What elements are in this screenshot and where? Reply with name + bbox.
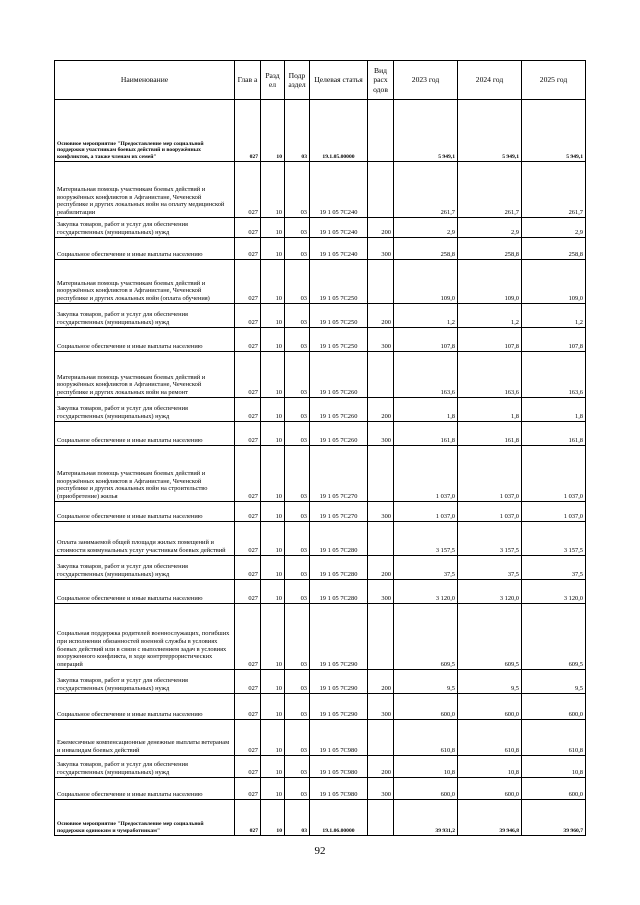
header-glava: Глав а	[235, 61, 261, 100]
cell-2025: 39 960,7	[522, 800, 586, 836]
cell-2023: 5 949,1	[394, 100, 458, 162]
table-row	[55, 756, 586, 778]
cell-2023: 163,6	[394, 352, 458, 398]
table-row	[55, 238, 586, 260]
cell-2025: 610,8	[522, 720, 586, 756]
cell-2023: 3 157,5	[394, 522, 458, 556]
table-row	[55, 778, 586, 800]
cell-target-article: 19 1 05 7С260	[310, 352, 368, 398]
cell-2025: 600,0	[522, 778, 586, 800]
table-row	[55, 502, 586, 522]
cell-podrazdel: 03	[285, 502, 310, 522]
cell-2023: 1 037,0	[394, 446, 458, 502]
cell-glava: 027	[235, 218, 261, 238]
cell-name: Социальное обеспечение и иные выплаты населению	[55, 694, 235, 720]
cell-name: Социальное обеспечение и иные выплаты населению	[55, 238, 235, 260]
table-header-row	[55, 61, 586, 100]
cell-2023: 9,5	[394, 670, 458, 694]
cell-name: Социальное обеспечение и иные выплаты населению	[55, 422, 235, 446]
cell-2025: 5 949,1	[522, 100, 586, 162]
cell-2025: 1 037,0	[522, 502, 586, 522]
cell-2024: 258,8	[458, 238, 522, 260]
cell-2025: 107,8	[522, 328, 586, 352]
cell-glava: 027	[235, 100, 261, 162]
cell-2023: 600,0	[394, 778, 458, 800]
header-podrazdel: Подр аздел	[285, 61, 310, 100]
cell-target-article: 19 1 05 7С240	[310, 218, 368, 238]
cell-2024: 1 037,0	[458, 502, 522, 522]
cell-expense-type	[368, 604, 394, 670]
cell-2023: 161,8	[394, 422, 458, 446]
cell-2024: 600,0	[458, 694, 522, 720]
cell-glava: 027	[235, 720, 261, 756]
cell-glava: 027	[235, 580, 261, 604]
cell-name: Закупка товаров, работ и услуг для обеспечения государственных (муниципальных) нужд	[55, 756, 235, 778]
cell-glava: 027	[235, 556, 261, 580]
cell-2023: 107,8	[394, 328, 458, 352]
cell-razdel: 10	[261, 100, 285, 162]
cell-target-article: 19 1 05 7С250	[310, 304, 368, 328]
cell-podrazdel: 03	[285, 778, 310, 800]
cell-2025: 258,8	[522, 238, 586, 260]
cell-2023: 109,0	[394, 260, 458, 304]
cell-razdel: 10	[261, 670, 285, 694]
cell-target-article: 19.1.06.00000	[310, 800, 368, 836]
table-row	[55, 100, 586, 162]
cell-2023: 10,8	[394, 756, 458, 778]
cell-name: Основное мероприятие "Предоставление мер социальной поддержки участникам боевых действий и вооружённых конфликтов, а также членам их семей"	[55, 100, 235, 162]
cell-2025: 1,8	[522, 398, 586, 422]
cell-2024: 109,0	[458, 260, 522, 304]
table-body	[55, 100, 586, 836]
cell-2023: 258,8	[394, 238, 458, 260]
cell-target-article: 19 1 05 7С240	[310, 238, 368, 260]
cell-2024: 1,8	[458, 398, 522, 422]
cell-expense-type: 300	[368, 502, 394, 522]
cell-podrazdel: 03	[285, 556, 310, 580]
budget-table	[54, 60, 586, 836]
cell-target-article: 19 1 05 7С250	[310, 328, 368, 352]
page-number: 92	[314, 845, 326, 857]
cell-name: Материальная помощь участникам боевых действий и вооружённых конфликтов в Афганистане, Чеченской республике и других локальных войн на оплату медицинской реабилитации	[55, 162, 235, 218]
cell-glava: 027	[235, 352, 261, 398]
cell-name: Закупка товаров, работ и услуг для обеспечения государственных (муниципальных) нужд	[55, 304, 235, 328]
header-2025: 2025 год	[522, 61, 586, 100]
cell-razdel: 10	[261, 218, 285, 238]
cell-2023: 610,8	[394, 720, 458, 756]
cell-2024: 39 946,8	[458, 800, 522, 836]
cell-razdel: 10	[261, 800, 285, 836]
cell-expense-type: 200	[368, 556, 394, 580]
cell-2025: 9,5	[522, 670, 586, 694]
cell-2025: 163,6	[522, 352, 586, 398]
header-2023: 2023 год	[394, 61, 458, 100]
cell-glava: 027	[235, 238, 261, 260]
table-row	[55, 604, 586, 670]
cell-razdel: 10	[261, 522, 285, 556]
table-row	[55, 556, 586, 580]
cell-2025: 1,2	[522, 304, 586, 328]
cell-razdel: 10	[261, 328, 285, 352]
cell-podrazdel: 03	[285, 304, 310, 328]
cell-name: Закупка товаров, работ и услуг для обеспечения государственных (муниципальных) нужд	[55, 670, 235, 694]
cell-podrazdel: 03	[285, 260, 310, 304]
cell-expense-type: 200	[368, 398, 394, 422]
cell-target-article: 19 1 05 7С280	[310, 580, 368, 604]
header-vid: Вид расх одов	[368, 61, 394, 100]
cell-expense-type	[368, 100, 394, 162]
cell-2024: 610,8	[458, 720, 522, 756]
cell-glava: 027	[235, 800, 261, 836]
cell-target-article: 19 1 05 7С260	[310, 422, 368, 446]
cell-2024: 107,8	[458, 328, 522, 352]
cell-razdel: 10	[261, 556, 285, 580]
cell-name: Социальное обеспечение и иные выплаты населению	[55, 502, 235, 522]
cell-target-article: 19 1 05 7С290	[310, 604, 368, 670]
table-row	[55, 328, 586, 352]
cell-razdel: 10	[261, 398, 285, 422]
cell-glava: 027	[235, 398, 261, 422]
cell-glava: 027	[235, 260, 261, 304]
cell-glava: 027	[235, 328, 261, 352]
cell-name: Социальная поддержка родителей военнослужащих, погибших при исполнении обязанностей военной службы в условиях боевых действий или в связи с выполнением задач в условиях вооруженного конфликта, в ходе контртеррористических операций	[55, 604, 235, 670]
cell-target-article: 19 1 05 7С270	[310, 502, 368, 522]
cell-glava: 027	[235, 522, 261, 556]
cell-2025: 261,7	[522, 162, 586, 218]
cell-podrazdel: 03	[285, 218, 310, 238]
table-row	[55, 800, 586, 836]
cell-2023: 37,5	[394, 556, 458, 580]
cell-name: Закупка товаров, работ и услуг для обеспечения государственных (муниципальных) нужд	[55, 398, 235, 422]
cell-2025: 600,0	[522, 694, 586, 720]
cell-expense-type	[368, 260, 394, 304]
header-name: Наименование	[55, 61, 235, 100]
header-stat: Целевая статья	[310, 61, 368, 100]
cell-podrazdel: 03	[285, 522, 310, 556]
cell-2024: 9,5	[458, 670, 522, 694]
cell-name: Материальная помощь участникам боевых действий и вооружённых конфликтов в Афганистане, Чеченской республике и других локальных войн на строительство (приобретение) жилья	[55, 446, 235, 502]
cell-target-article: 19 1 05 7С260	[310, 398, 368, 422]
cell-expense-type: 200	[368, 670, 394, 694]
cell-target-article: 19 1 05 7С280	[310, 522, 368, 556]
cell-podrazdel: 03	[285, 720, 310, 756]
cell-name: Основное мероприятие "Предоставление мер социальной поддержки одиноким и чумработникам"	[55, 800, 235, 836]
cell-2023: 600,0	[394, 694, 458, 720]
cell-podrazdel: 03	[285, 352, 310, 398]
cell-razdel: 10	[261, 502, 285, 522]
cell-razdel: 10	[261, 720, 285, 756]
cell-podrazdel: 03	[285, 670, 310, 694]
cell-podrazdel: 03	[285, 446, 310, 502]
cell-name: Закупка товаров, работ и услуг для обеспечения государственных (муниципальных) нужд	[55, 218, 235, 238]
cell-razdel: 10	[261, 778, 285, 800]
cell-razdel: 10	[261, 352, 285, 398]
cell-2025: 2,9	[522, 218, 586, 238]
cell-name: Оплата занимаемой общей площади жилых помещений и стоимости коммунальных услуг участникам боевых действий	[55, 522, 235, 556]
cell-razdel: 10	[261, 580, 285, 604]
cell-2025: 3 120,0	[522, 580, 586, 604]
cell-podrazdel: 03	[285, 238, 310, 260]
cell-target-article: 19 1 05 7С240	[310, 162, 368, 218]
table-row	[55, 398, 586, 422]
table-row	[55, 720, 586, 756]
cell-2025: 1 037,0	[522, 446, 586, 502]
cell-2025: 3 157,5	[522, 522, 586, 556]
cell-expense-type: 200	[368, 304, 394, 328]
cell-target-article: 19 1 05 7С290	[310, 694, 368, 720]
cell-2024: 600,0	[458, 778, 522, 800]
cell-razdel: 10	[261, 162, 285, 218]
cell-expense-type: 300	[368, 778, 394, 800]
cell-razdel: 10	[261, 604, 285, 670]
table-row	[55, 162, 586, 218]
cell-podrazdel: 03	[285, 162, 310, 218]
cell-name: Социальное обеспечение и иные выплаты населению	[55, 328, 235, 352]
cell-2024: 10,8	[458, 756, 522, 778]
cell-name: Закупка товаров, работ и услуг для обеспечения государственных (муниципальных) нужд	[55, 556, 235, 580]
table-row	[55, 580, 586, 604]
cell-name: Ежемесячные компенсационные денежные выплаты ветеранам и инвалидам боевых действий	[55, 720, 235, 756]
cell-razdel: 10	[261, 304, 285, 328]
cell-glava: 027	[235, 162, 261, 218]
cell-expense-type: 300	[368, 422, 394, 446]
cell-target-article: 19.1.05.00000	[310, 100, 368, 162]
cell-2025: 37,5	[522, 556, 586, 580]
cell-razdel: 10	[261, 756, 285, 778]
cell-podrazdel: 03	[285, 100, 310, 162]
cell-2024: 261,7	[458, 162, 522, 218]
cell-2025: 10,8	[522, 756, 586, 778]
cell-2024: 1 037,0	[458, 446, 522, 502]
table-row	[55, 218, 586, 238]
cell-target-article: 19 1 05 7С280	[310, 556, 368, 580]
cell-2024: 163,6	[458, 352, 522, 398]
cell-2024: 609,5	[458, 604, 522, 670]
cell-podrazdel: 03	[285, 328, 310, 352]
cell-glava: 027	[235, 446, 261, 502]
table-row	[55, 352, 586, 398]
cell-glava: 027	[235, 756, 261, 778]
table-row	[55, 670, 586, 694]
cell-podrazdel: 03	[285, 800, 310, 836]
budget-table-container	[54, 60, 585, 836]
cell-expense-type	[368, 720, 394, 756]
cell-name: Материальная помощь участникам боевых действий и вооружённых конфликтов в Афганистане, Чеченской республике и других локальных войн (оплата обучения)	[55, 260, 235, 304]
cell-target-article: 19 1 05 7С980	[310, 778, 368, 800]
cell-expense-type: 300	[368, 238, 394, 260]
cell-podrazdel: 03	[285, 756, 310, 778]
cell-target-article: 19 1 05 7С270	[310, 446, 368, 502]
cell-2023: 3 120,0	[394, 580, 458, 604]
cell-expense-type	[368, 800, 394, 836]
cell-glava: 027	[235, 670, 261, 694]
cell-2024: 37,5	[458, 556, 522, 580]
cell-glava: 027	[235, 694, 261, 720]
cell-glava: 027	[235, 422, 261, 446]
cell-2023: 1,2	[394, 304, 458, 328]
table-row	[55, 260, 586, 304]
cell-2023: 609,5	[394, 604, 458, 670]
cell-expense-type	[368, 162, 394, 218]
table-row	[55, 522, 586, 556]
cell-expense-type	[368, 352, 394, 398]
cell-expense-type: 300	[368, 328, 394, 352]
table-row	[55, 694, 586, 720]
cell-2023: 39 931,2	[394, 800, 458, 836]
cell-razdel: 10	[261, 238, 285, 260]
cell-name: Материальная помощь участникам боевых действий и вооружённых конфликтов в Афганистане, Чеченской республике и других локальных войн на ремонт	[55, 352, 235, 398]
cell-expense-type: 300	[368, 580, 394, 604]
cell-2023: 1,8	[394, 398, 458, 422]
cell-target-article: 19 1 05 7С980	[310, 756, 368, 778]
cell-expense-type: 300	[368, 694, 394, 720]
cell-expense-type: 200	[368, 218, 394, 238]
cell-2025: 109,0	[522, 260, 586, 304]
cell-2023: 1 037,0	[394, 502, 458, 522]
cell-podrazdel: 03	[285, 604, 310, 670]
cell-2024: 3 157,5	[458, 522, 522, 556]
cell-razdel: 10	[261, 260, 285, 304]
cell-glava: 027	[235, 778, 261, 800]
cell-glava: 027	[235, 502, 261, 522]
cell-podrazdel: 03	[285, 694, 310, 720]
cell-expense-type	[368, 446, 394, 502]
cell-2023: 261,7	[394, 162, 458, 218]
cell-podrazdel: 03	[285, 580, 310, 604]
header-razdel: Разд ел	[261, 61, 285, 100]
cell-name: Социальное обеспечение и иные выплаты населению	[55, 580, 235, 604]
cell-name: Социальное обеспечение и иные выплаты населению	[55, 778, 235, 800]
cell-glava: 027	[235, 604, 261, 670]
cell-razdel: 10	[261, 446, 285, 502]
cell-razdel: 10	[261, 422, 285, 446]
cell-expense-type	[368, 522, 394, 556]
header-2024: 2024 год	[458, 61, 522, 100]
cell-expense-type: 200	[368, 756, 394, 778]
table-row	[55, 446, 586, 502]
cell-glava: 027	[235, 304, 261, 328]
cell-podrazdel: 03	[285, 422, 310, 446]
table-row	[55, 304, 586, 328]
table-row	[55, 422, 586, 446]
cell-2025: 609,5	[522, 604, 586, 670]
cell-2024: 3 120,0	[458, 580, 522, 604]
cell-2023: 2,9	[394, 218, 458, 238]
cell-2024: 1,2	[458, 304, 522, 328]
cell-2024: 2,9	[458, 218, 522, 238]
cell-2025: 161,8	[522, 422, 586, 446]
cell-target-article: 19 1 05 7С290	[310, 670, 368, 694]
cell-target-article: 19 1 05 7С250	[310, 260, 368, 304]
cell-razdel: 10	[261, 694, 285, 720]
cell-target-article: 19 1 05 7С980	[310, 720, 368, 756]
cell-2024: 161,8	[458, 422, 522, 446]
cell-podrazdel: 03	[285, 398, 310, 422]
cell-2024: 5 949,1	[458, 100, 522, 162]
